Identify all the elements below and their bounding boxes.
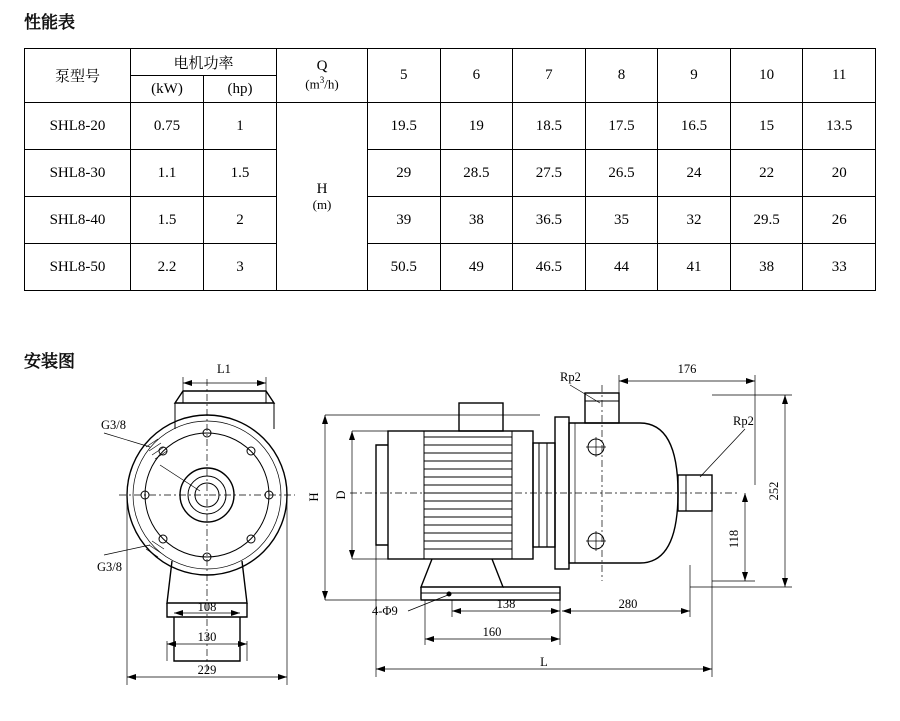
dim-176: 176 (677, 362, 697, 376)
cell-h: 39 (368, 197, 441, 244)
table-row (25, 197, 876, 244)
cell-h: 35 (585, 197, 658, 244)
dim-H: H (307, 492, 321, 502)
label-rp2-top: Rp2 (560, 370, 581, 384)
cell-h: 17.5 (585, 103, 658, 150)
cell-h: 20 (803, 150, 876, 197)
cell-h: 24 (658, 150, 731, 197)
label-bolt-holes: 4-Φ9 (372, 604, 398, 618)
q-value-1: 6 (440, 49, 513, 103)
dim-D: D (334, 490, 348, 500)
row-kw: 1.1 (131, 150, 204, 197)
side-view (307, 362, 792, 677)
installation-drawing-title: 安装图 (24, 352, 75, 371)
dim-252: 252 (767, 481, 781, 501)
header-motor-power: 电机功率 (131, 49, 277, 76)
dim-138: 138 (496, 597, 516, 611)
cell-h: 19.5 (368, 103, 441, 150)
row-model: SHL8-20 (25, 103, 131, 150)
row-model: SHL8-40 (25, 197, 131, 244)
cell-h: 49 (440, 244, 513, 291)
header-h-symbol: H (316, 180, 328, 197)
dim-108: 108 (197, 600, 217, 614)
q-value-4: 9 (658, 49, 731, 103)
label-rp2-right: Rp2 (733, 414, 754, 428)
row-hp: 1 (204, 103, 277, 150)
cell-h: 46.5 (513, 244, 586, 291)
label-g38-top: G3/8 (101, 418, 126, 432)
cell-h: 26 (803, 197, 876, 244)
q-value-6: 11 (803, 49, 876, 103)
dim-229: 229 (197, 663, 217, 677)
row-hp: 3 (204, 244, 277, 291)
row-hp: 1.5 (204, 150, 277, 197)
row-hp: 2 (204, 197, 277, 244)
cell-h: 32 (658, 197, 731, 244)
installation-drawing (0, 355, 900, 721)
cell-h: 22 (730, 150, 803, 197)
cell-h: 29 (368, 150, 441, 197)
cell-h: 26.5 (585, 150, 658, 197)
table-row (25, 244, 876, 291)
q-value-2: 7 (513, 49, 586, 103)
dim-160: 160 (482, 625, 502, 639)
q-value-3: 8 (585, 49, 658, 103)
cell-h: 50.5 (368, 244, 441, 291)
header-h-unit: (m) (312, 196, 332, 212)
dim-L: L (540, 655, 548, 669)
cell-h: 15 (730, 103, 803, 150)
header-q-symbol: Q (316, 58, 328, 75)
header-h (277, 103, 368, 291)
row-kw: 1.5 (131, 197, 204, 244)
dim-L1: L1 (217, 362, 231, 376)
cell-h: 18.5 (513, 103, 586, 150)
row-kw: 2.2 (131, 244, 204, 291)
table-row (25, 150, 876, 197)
cell-h: 44 (585, 244, 658, 291)
header-kw: (kW) (131, 76, 204, 103)
header-hp: (hp) (204, 76, 277, 103)
table-row (25, 103, 876, 150)
table-header-row-1 (25, 49, 876, 76)
header-model: 泵型号 (25, 49, 131, 103)
cell-h: 27.5 (513, 150, 586, 197)
row-model: SHL8-30 (25, 150, 131, 197)
header-q-unit: $(m^3/h)$ (305, 75, 339, 92)
dim-280: 280 (618, 597, 638, 611)
header-q (277, 49, 368, 103)
cell-h: 29.5 (730, 197, 803, 244)
cell-h: 41 (658, 244, 731, 291)
cell-h: 33 (803, 244, 876, 291)
q-value-0: 5 (368, 49, 441, 103)
cell-h: 13.5 (803, 103, 876, 150)
performance-table-title: 性能表 (24, 13, 75, 32)
label-g38-bottom: G3/8 (97, 560, 122, 574)
cell-h: 19 (440, 103, 513, 150)
q-value-5: 10 (730, 49, 803, 103)
cell-h: 16.5 (658, 103, 731, 150)
cell-h: 36.5 (513, 197, 586, 244)
dim-118: 118 (727, 529, 741, 549)
row-model: SHL8-50 (25, 244, 131, 291)
front-view (97, 362, 295, 685)
performance-table (24, 48, 876, 291)
row-kw: 0.75 (131, 103, 204, 150)
cell-h: 38 (730, 244, 803, 291)
cell-h: 38 (440, 197, 513, 244)
dim-130: 130 (197, 630, 217, 644)
cell-h: 28.5 (440, 150, 513, 197)
